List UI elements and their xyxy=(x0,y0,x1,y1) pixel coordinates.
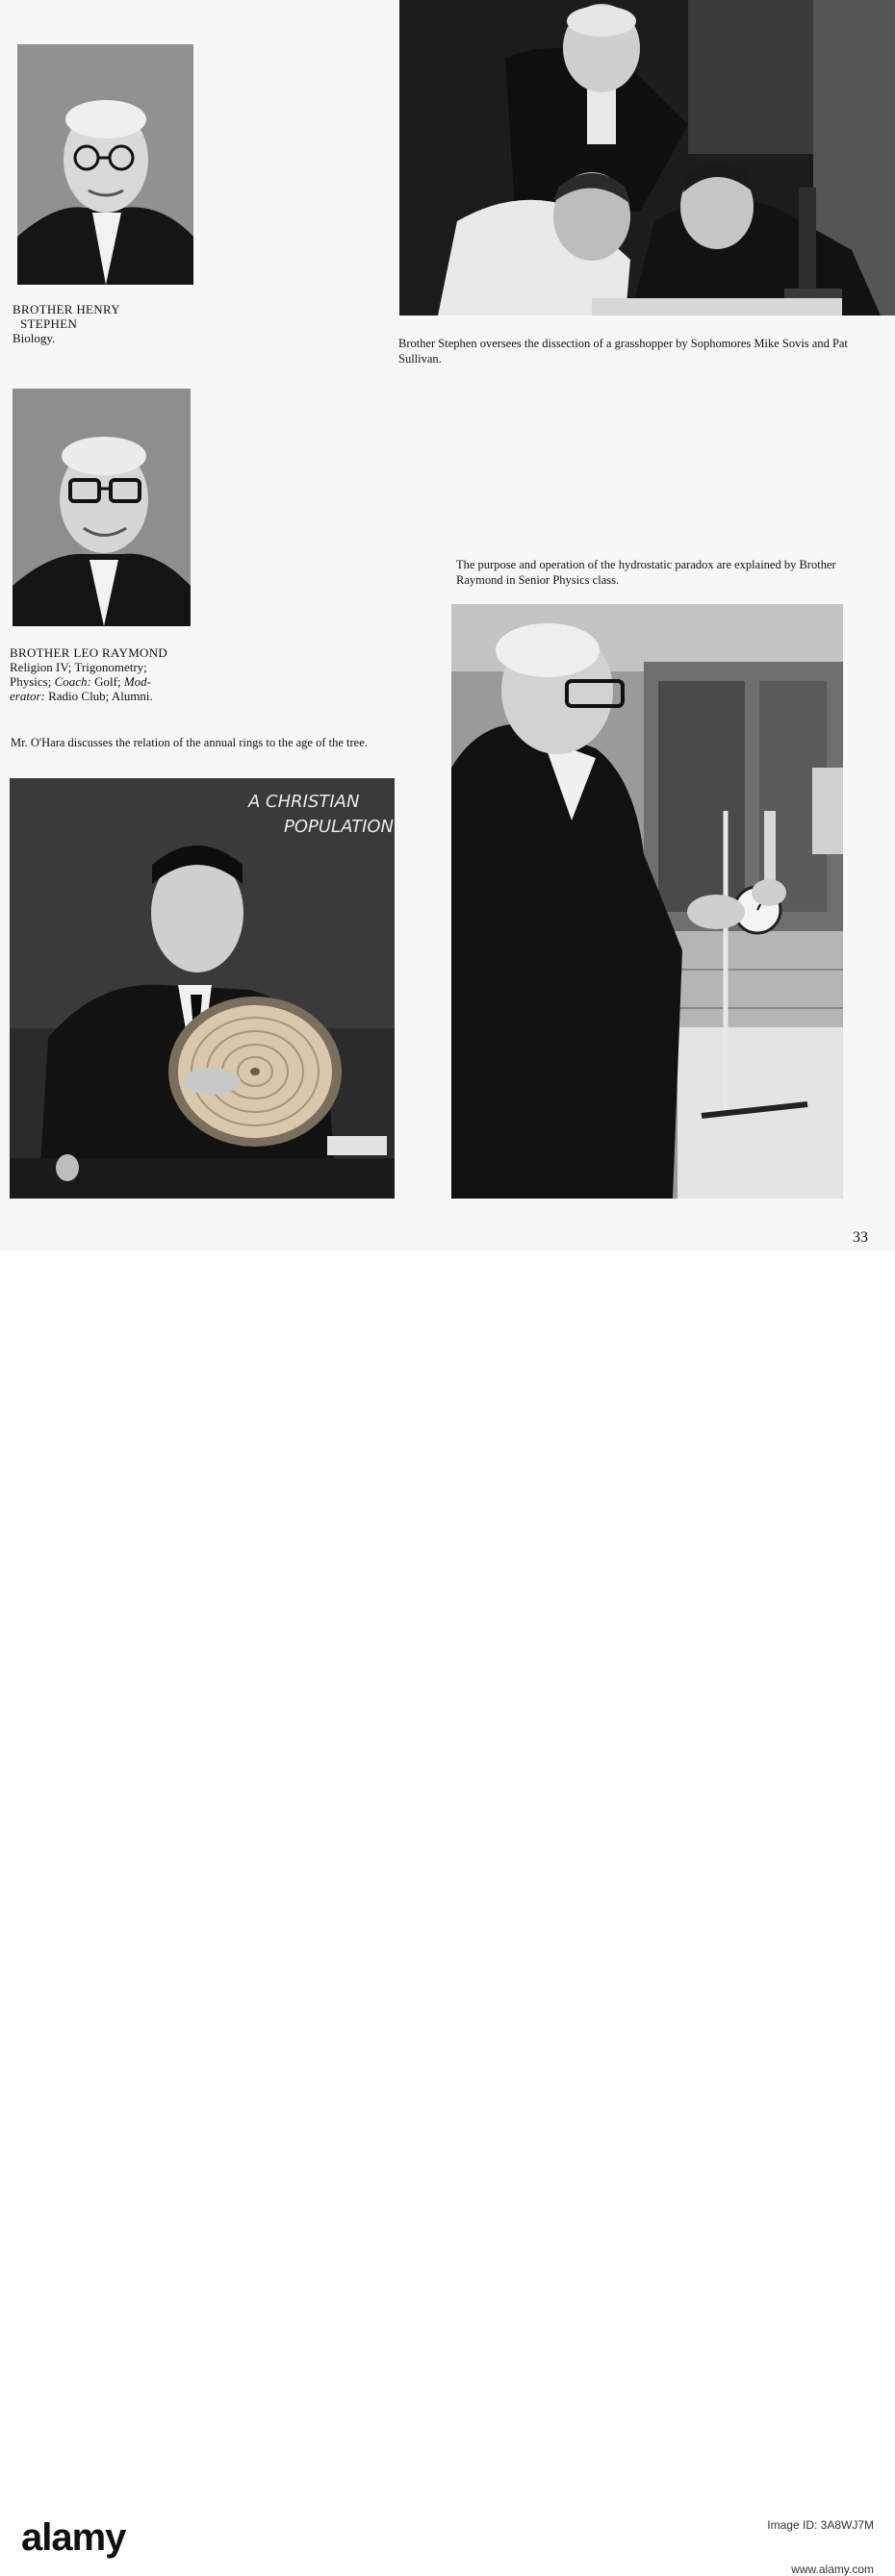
henry-stephen-subjects: Biology. xyxy=(13,331,56,345)
caption-tree-rings-text: Mr. O'Hara discusses the relation of the annual rings to the age of the tree. xyxy=(11,736,368,749)
henry-stephen-info xyxy=(13,302,120,345)
photo-hydrostatic-image xyxy=(451,604,843,1199)
leo-raymond-line2-rest: Golf; xyxy=(90,674,124,689)
chalkboard-line2: POPULATION xyxy=(284,817,395,837)
leo-raymond-line2-plain: Physics; xyxy=(10,674,55,689)
portrait-leo-raymond-image xyxy=(13,389,191,626)
henry-stephen-name-line2: STEPHEN xyxy=(20,316,78,331)
photo-dissection xyxy=(399,0,895,316)
leo-raymond-line3-rest: Radio Club; Alumni. xyxy=(44,689,153,703)
henry-stephen-name-line1: BROTHER HENRY xyxy=(13,302,120,316)
photo-tree-rings-image xyxy=(10,778,395,1199)
caption-dissection-text: Brother Stephen oversees the dissection of a grasshopper by Sophomores Mike Sovis and Pat Sullivan. xyxy=(398,337,848,366)
chalkboard-line1: A CHRISTIAN xyxy=(248,792,360,812)
leo-raymond-line1 xyxy=(10,660,167,674)
caption-tree-rings xyxy=(11,735,396,750)
image-id-label: Image ID: 3A8WJ7M xyxy=(767,2518,874,2532)
caption-hydrostatic-text: The purpose and operation of the hydrostatic paradox are explained by Brother Raymond in Senior Physics class. xyxy=(456,558,836,587)
leo-raymond-line2-italic: Coach: xyxy=(54,674,91,689)
portrait-henry-stephen-image xyxy=(17,44,193,285)
leo-raymond-info xyxy=(10,645,167,703)
watermark-footer xyxy=(0,1250,895,2576)
photo-hydrostatic xyxy=(451,604,843,1199)
caption-hydrostatic xyxy=(456,557,841,588)
alamy-url: www.alamy.com xyxy=(791,2563,874,2576)
leo-raymond-name: BROTHER LEO RAYMOND xyxy=(10,645,168,660)
leo-raymond-line3-italic: erator: xyxy=(10,689,45,703)
page-number: 33 xyxy=(853,1229,868,1246)
photo-dissection-image xyxy=(399,0,895,316)
caption-dissection xyxy=(398,336,851,366)
photo-tree-rings xyxy=(10,778,395,1199)
leo-raymond-line2 xyxy=(10,674,167,689)
leo-raymond-line3 xyxy=(10,689,167,703)
yearbook-page xyxy=(0,0,895,1250)
leo-raymond-line2-italic2: Mod- xyxy=(123,674,151,689)
leo-raymond-line1-text: Religion IV; Trigonometry; xyxy=(10,660,147,674)
portrait-leo-raymond xyxy=(13,389,191,626)
portrait-henry-stephen xyxy=(17,44,193,285)
alamy-logo: alamy xyxy=(21,2516,126,2559)
